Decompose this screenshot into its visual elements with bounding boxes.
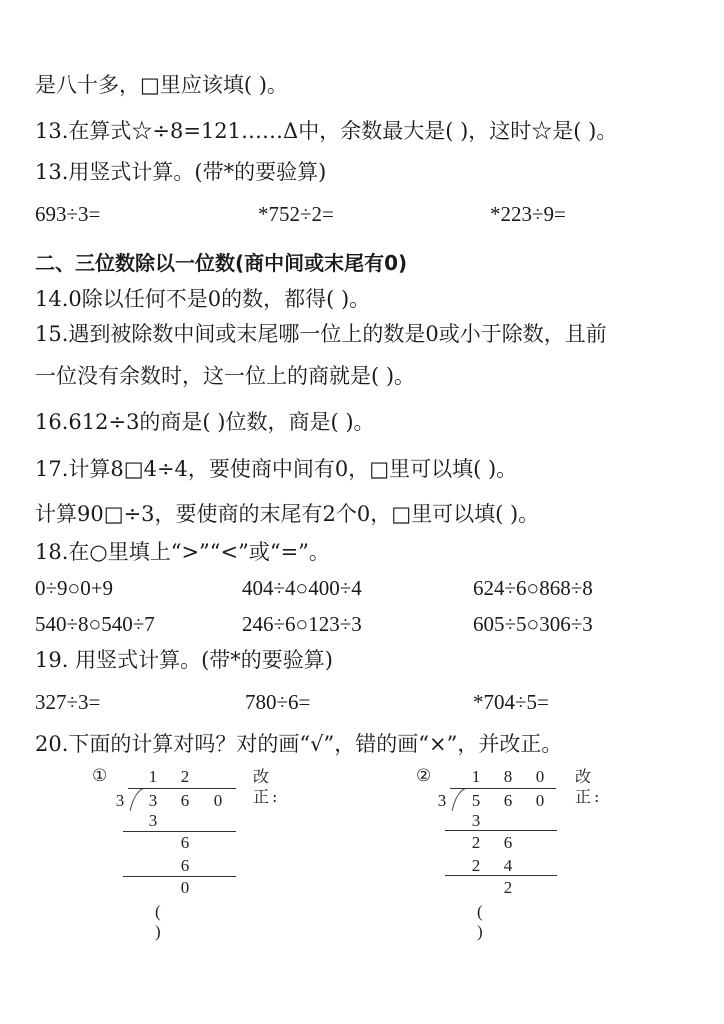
compare-item: 0÷9○0+9 bbox=[35, 576, 114, 600]
question-15-line2: 一位没有余数时，这一位上的商就是( )。 bbox=[35, 364, 416, 388]
question-17-line1: 17.计算8□4÷4，要使商中间有0，□里可以填( )。 bbox=[35, 457, 518, 481]
divisor: 3 bbox=[115, 791, 125, 810]
dividend-digit: 6 bbox=[180, 791, 190, 810]
step-digit: 4 bbox=[503, 856, 513, 875]
question-15-line1: 15.遇到被除数中间或末尾哪一位上的数是0或小于除数，且前 bbox=[35, 322, 607, 346]
step-digit: 6 bbox=[180, 833, 190, 852]
dividend-digit: 3 bbox=[148, 791, 158, 810]
compare-item: 605÷5○306÷3 bbox=[473, 612, 593, 636]
quotient-digit: 1 bbox=[148, 767, 158, 786]
circled-number-label: ② bbox=[416, 766, 432, 785]
subtraction-line bbox=[123, 831, 236, 832]
subtraction-line bbox=[445, 875, 557, 876]
division-bracket bbox=[452, 788, 468, 811]
calc-item: *223÷9= bbox=[490, 202, 566, 226]
answer-parens: ( ) bbox=[155, 902, 161, 941]
question-13b: 13.用竖式计算。(带*的要验算) bbox=[35, 160, 327, 184]
divisor: 3 bbox=[437, 791, 447, 810]
question-13a: 13.在算式☆÷8=121……Δ中，余数最大是( )，这时☆是( )。 bbox=[35, 119, 618, 143]
step-digit: 6 bbox=[180, 856, 190, 875]
correction-label: 改正: bbox=[575, 767, 603, 806]
quotient-digit: 2 bbox=[180, 767, 190, 786]
circled-number-label: ① bbox=[92, 766, 108, 785]
dividend-digit: 5 bbox=[471, 791, 481, 810]
step-digit: 3 bbox=[471, 811, 481, 830]
calc-item: 327÷3= bbox=[35, 690, 101, 714]
question-14: 14.0除以任何不是0的数，都得( )。 bbox=[35, 287, 371, 311]
answer-parens: ( ) bbox=[477, 902, 483, 941]
compare-item: 540÷8○540÷7 bbox=[35, 612, 155, 636]
quotient-digit: 8 bbox=[503, 767, 513, 786]
question-17-line2: 计算90□÷3，要使商的末尾有2个0，□里可以填( )。 bbox=[35, 502, 540, 526]
correction-label: 改正: bbox=[253, 767, 281, 806]
subtraction-line bbox=[445, 830, 557, 831]
step-digit: 2 bbox=[471, 856, 481, 875]
calc-item: *752÷2= bbox=[258, 202, 334, 226]
quotient-digit: 1 bbox=[471, 767, 481, 786]
calc-item: *704÷5= bbox=[473, 690, 549, 714]
dividend-digit: 6 bbox=[503, 791, 513, 810]
remainder-digit: 0 bbox=[180, 878, 190, 897]
division-bracket bbox=[130, 788, 146, 811]
quotient-digit: 0 bbox=[535, 767, 545, 786]
compare-item: 624÷6○868÷8 bbox=[473, 576, 593, 600]
question-16: 16.612÷3的商是( )位数，商是( )。 bbox=[35, 410, 375, 434]
remainder-digit: 2 bbox=[503, 878, 513, 897]
question-20: 20.下面的计算对吗？对的画“√”，错的画“×”，并改正。 bbox=[35, 732, 563, 756]
step-digit: 6 bbox=[503, 833, 513, 852]
calc-item: 693÷3= bbox=[35, 202, 101, 226]
question-19: 19. 用竖式计算。(带*的要验算) bbox=[35, 648, 333, 672]
dividend-digit: 0 bbox=[213, 791, 223, 810]
calc-item: 780÷6= bbox=[245, 690, 311, 714]
question-18: 18.在○里填上“>”“<”或“=”。 bbox=[35, 540, 330, 564]
step-digit: 3 bbox=[148, 811, 158, 830]
step-digit: 2 bbox=[471, 833, 481, 852]
dividend-digit: 0 bbox=[535, 791, 545, 810]
section-heading: 二、三位数除以一位数(商中间或末尾有0) bbox=[35, 251, 408, 275]
subtraction-line bbox=[123, 876, 236, 877]
compare-item: 404÷4○400÷4 bbox=[242, 576, 362, 600]
compare-item: 246÷6○123÷3 bbox=[242, 612, 362, 636]
continuation-line: 是八十多，□里应该填( )。 bbox=[35, 73, 288, 97]
